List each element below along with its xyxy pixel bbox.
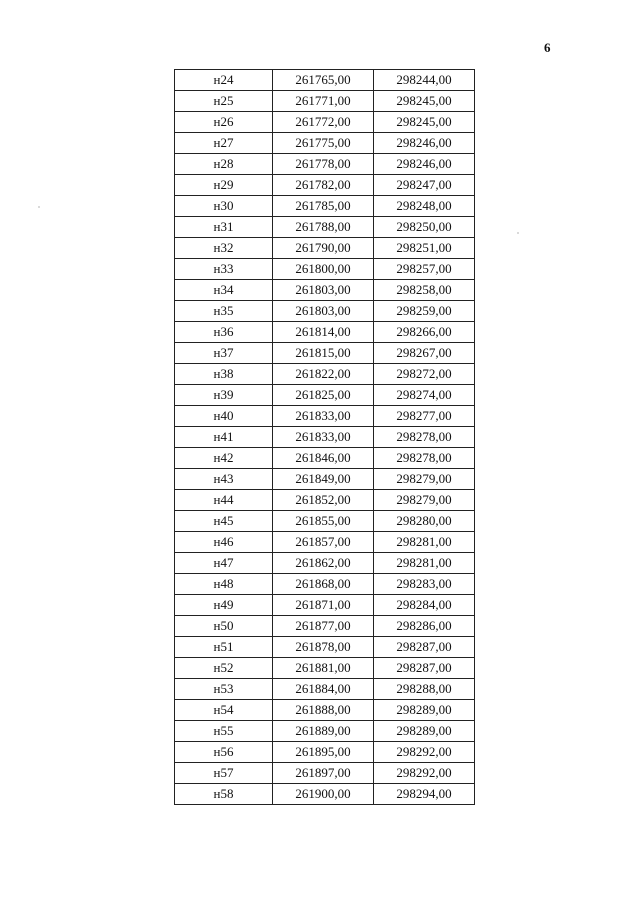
table-row: [175, 385, 475, 406]
table-row: [175, 343, 475, 364]
x-coordinate-cell: 261897,00: [273, 763, 374, 784]
y-coordinate-cell: 298286,00: [374, 616, 475, 637]
table-row: [175, 721, 475, 742]
table-row: [175, 70, 475, 91]
table-row: [175, 469, 475, 490]
point-cell: н54: [175, 700, 273, 721]
x-coordinate-cell: 261852,00: [273, 490, 374, 511]
x-coordinate-cell: 261871,00: [273, 595, 374, 616]
y-coordinate-cell: 298250,00: [374, 217, 475, 238]
point-cell: н30: [175, 196, 273, 217]
point-cell: н32: [175, 238, 273, 259]
point-cell: н33: [175, 259, 273, 280]
x-coordinate-cell: 261833,00: [273, 406, 374, 427]
point-cell: н38: [175, 364, 273, 385]
y-coordinate-cell: 298278,00: [374, 427, 475, 448]
point-cell: н50: [175, 616, 273, 637]
table-row: [175, 427, 475, 448]
x-coordinate-cell: 261825,00: [273, 385, 374, 406]
point-cell: н53: [175, 679, 273, 700]
y-coordinate-cell: 298292,00: [374, 763, 475, 784]
y-coordinate-cell: 298246,00: [374, 133, 475, 154]
scan-speck: [517, 232, 519, 234]
x-coordinate-cell: 261862,00: [273, 553, 374, 574]
y-coordinate-cell: 298292,00: [374, 742, 475, 763]
table-row: [175, 217, 475, 238]
x-coordinate-cell: 261778,00: [273, 154, 374, 175]
point-cell: н48: [175, 574, 273, 595]
point-cell: н37: [175, 343, 273, 364]
point-cell: н57: [175, 763, 273, 784]
x-coordinate-cell: 261765,00: [273, 70, 374, 91]
table-row: [175, 742, 475, 763]
scan-speck: [38, 206, 40, 208]
table-row: [175, 532, 475, 553]
y-coordinate-cell: 298258,00: [374, 280, 475, 301]
x-coordinate-cell: 261849,00: [273, 469, 374, 490]
point-cell: н55: [175, 721, 273, 742]
y-coordinate-cell: 298259,00: [374, 301, 475, 322]
coordinates-table-body: [175, 70, 475, 805]
y-coordinate-cell: 298257,00: [374, 259, 475, 280]
table-row: [175, 406, 475, 427]
table-row: [175, 553, 475, 574]
table-row: [175, 154, 475, 175]
x-coordinate-cell: 261881,00: [273, 658, 374, 679]
y-coordinate-cell: 298288,00: [374, 679, 475, 700]
table-row: [175, 700, 475, 721]
table-row: [175, 616, 475, 637]
table-row: [175, 448, 475, 469]
point-cell: н44: [175, 490, 273, 511]
table-row: [175, 637, 475, 658]
y-coordinate-cell: 298289,00: [374, 700, 475, 721]
x-coordinate-cell: 261895,00: [273, 742, 374, 763]
page-number: 6: [544, 40, 551, 55]
table-row: [175, 133, 475, 154]
x-coordinate-cell: 261790,00: [273, 238, 374, 259]
y-coordinate-cell: 298294,00: [374, 784, 475, 805]
table-row: [175, 112, 475, 133]
y-coordinate-cell: 298289,00: [374, 721, 475, 742]
y-coordinate-cell: 298279,00: [374, 490, 475, 511]
table-row: [175, 91, 475, 112]
table-row: [175, 280, 475, 301]
x-coordinate-cell: 261846,00: [273, 448, 374, 469]
point-cell: н35: [175, 301, 273, 322]
table-row: [175, 301, 475, 322]
point-cell: н56: [175, 742, 273, 763]
point-cell: н49: [175, 595, 273, 616]
point-cell: н51: [175, 637, 273, 658]
y-coordinate-cell: 298283,00: [374, 574, 475, 595]
y-coordinate-cell: 298245,00: [374, 91, 475, 112]
y-coordinate-cell: 298244,00: [374, 70, 475, 91]
point-cell: н58: [175, 784, 273, 805]
table-row: [175, 574, 475, 595]
point-cell: н28: [175, 154, 273, 175]
x-coordinate-cell: 261775,00: [273, 133, 374, 154]
y-coordinate-cell: 298281,00: [374, 532, 475, 553]
point-cell: н24: [175, 70, 273, 91]
point-cell: н34: [175, 280, 273, 301]
y-coordinate-cell: 298246,00: [374, 154, 475, 175]
x-coordinate-cell: 261855,00: [273, 511, 374, 532]
point-cell: н45: [175, 511, 273, 532]
table-row: [175, 175, 475, 196]
point-cell: н26: [175, 112, 273, 133]
x-coordinate-cell: 261857,00: [273, 532, 374, 553]
y-coordinate-cell: 298248,00: [374, 196, 475, 217]
point-cell: н41: [175, 427, 273, 448]
x-coordinate-cell: 261772,00: [273, 112, 374, 133]
x-coordinate-cell: 261803,00: [273, 301, 374, 322]
x-coordinate-cell: 261877,00: [273, 616, 374, 637]
x-coordinate-cell: 261878,00: [273, 637, 374, 658]
point-cell: н46: [175, 532, 273, 553]
y-coordinate-cell: 298277,00: [374, 406, 475, 427]
y-coordinate-cell: 298280,00: [374, 511, 475, 532]
table-row: [175, 784, 475, 805]
table-row: [175, 763, 475, 784]
y-coordinate-cell: 298284,00: [374, 595, 475, 616]
y-coordinate-cell: 298272,00: [374, 364, 475, 385]
x-coordinate-cell: 261888,00: [273, 700, 374, 721]
table-row: [175, 364, 475, 385]
x-coordinate-cell: 261815,00: [273, 343, 374, 364]
y-coordinate-cell: 298279,00: [374, 469, 475, 490]
y-coordinate-cell: 298287,00: [374, 658, 475, 679]
table-row: [175, 196, 475, 217]
table-row: [175, 511, 475, 532]
table-row: [175, 679, 475, 700]
y-coordinate-cell: 298278,00: [374, 448, 475, 469]
y-coordinate-cell: 298245,00: [374, 112, 475, 133]
x-coordinate-cell: 261771,00: [273, 91, 374, 112]
point-cell: н27: [175, 133, 273, 154]
point-cell: н43: [175, 469, 273, 490]
coordinates-table: [174, 69, 475, 805]
y-coordinate-cell: 298266,00: [374, 322, 475, 343]
point-cell: н25: [175, 91, 273, 112]
table-row: [175, 490, 475, 511]
point-cell: н39: [175, 385, 273, 406]
x-coordinate-cell: 261782,00: [273, 175, 374, 196]
x-coordinate-cell: 261788,00: [273, 217, 374, 238]
point-cell: н42: [175, 448, 273, 469]
table-row: [175, 658, 475, 679]
x-coordinate-cell: 261803,00: [273, 280, 374, 301]
point-cell: н40: [175, 406, 273, 427]
point-cell: н47: [175, 553, 273, 574]
y-coordinate-cell: 298247,00: [374, 175, 475, 196]
point-cell: н36: [175, 322, 273, 343]
x-coordinate-cell: 261814,00: [273, 322, 374, 343]
y-coordinate-cell: 298267,00: [374, 343, 475, 364]
point-cell: н31: [175, 217, 273, 238]
y-coordinate-cell: 298251,00: [374, 238, 475, 259]
x-coordinate-cell: 261868,00: [273, 574, 374, 595]
x-coordinate-cell: 261822,00: [273, 364, 374, 385]
y-coordinate-cell: 298274,00: [374, 385, 475, 406]
point-cell: н29: [175, 175, 273, 196]
table-row: [175, 322, 475, 343]
x-coordinate-cell: 261889,00: [273, 721, 374, 742]
y-coordinate-cell: 298287,00: [374, 637, 475, 658]
x-coordinate-cell: 261900,00: [273, 784, 374, 805]
x-coordinate-cell: 261833,00: [273, 427, 374, 448]
table-row: [175, 595, 475, 616]
point-cell: н52: [175, 658, 273, 679]
table-row: [175, 259, 475, 280]
y-coordinate-cell: 298281,00: [374, 553, 475, 574]
x-coordinate-cell: 261884,00: [273, 679, 374, 700]
table-row: [175, 238, 475, 259]
x-coordinate-cell: 261785,00: [273, 196, 374, 217]
x-coordinate-cell: 261800,00: [273, 259, 374, 280]
